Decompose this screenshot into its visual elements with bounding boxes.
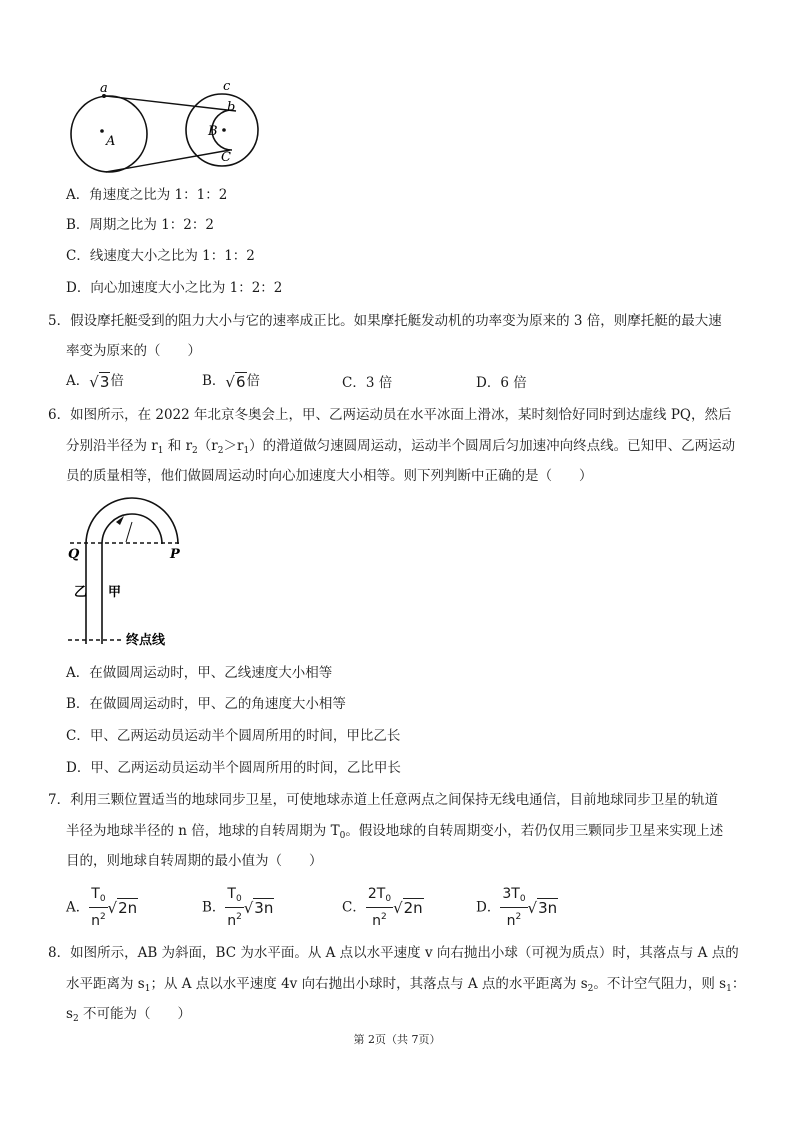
- q5-option-d: D．6 倍: [476, 375, 527, 391]
- outer-track: [86, 498, 178, 644]
- q7-option-c: C． $\frac{2T_0}{n^2}$ √2n: [342, 886, 423, 929]
- q4-option-b: B．周期之比为 1：2：2: [66, 217, 214, 233]
- q6-option-c: C．甲、乙两运动员运动半个圆周所用的时间，甲比乙长: [66, 728, 401, 744]
- q8-stem-line1: 8．如图所示，AB 为斜面，BC 为水平面。从 A 点以水平速度 v 向右抛出小球（可视为质点）时，其落点与 A 点的: [48, 945, 739, 961]
- page-footer: 第 2页（共 7页）: [353, 1033, 441, 1046]
- label-b: b: [227, 100, 236, 115]
- q5-stem-line1: 5．假设摩托艇受到的阻力大小与它的速率成正比。如果摩托艇发动机的功率变为原来的 3 倍，则摩托艇的最大速: [48, 313, 722, 329]
- label-B: B: [208, 124, 218, 139]
- label-q: Q: [68, 547, 80, 562]
- skating-track-figure: [64, 494, 194, 650]
- q7-stem-line2: 半径为地球半径的 n 倍，地球的自转周期为 $T_0$。假设地球的自转周期变小，若仍仅用三颗同步卫星来实现上述: [66, 823, 724, 841]
- q4-option-a: A．角速度之比为 1：1：2: [66, 187, 228, 203]
- q5-option-b: B．√6倍: [202, 372, 261, 391]
- q5-option-a: A．√3倍: [66, 372, 124, 391]
- q8-stem-line2: 水平距离为 $s_1$；从 A 点以水平速度 4v 向右抛出小球时，其落点与 A 点的水平距离为 $s_2$。不计空气阻力，则 $s_1$：: [66, 976, 746, 994]
- q8-stem-line3: $s_2$ 不可能为（ ）: [66, 1006, 191, 1024]
- q4-option-d: D．向心加速度大小之比为 1：2：2: [66, 280, 283, 296]
- q6-option-d: D．甲、乙两运动员运动半个圆周所用的时间，乙比甲长: [66, 760, 401, 776]
- q6-stem-line3: 员的质量相等，他们做圆周运动时向心加速度大小相等。则下列判断中正确的是（ ）: [66, 468, 593, 484]
- q6-stem-line1: 6．如图所示，在 2022 年北京冬奥会上，甲、乙两运动员在水平冰面上滑冰，某时刻恰好同时到达虚线 PQ，然后: [48, 407, 732, 423]
- label-finish: 终点线: [126, 633, 166, 648]
- belt-top: [106, 96, 236, 111]
- q6-option-b: B．在做圆周运动时，甲、乙的角速度大小相等: [66, 696, 346, 712]
- pulley-belt-figure: [60, 78, 270, 178]
- belt-bottom: [106, 150, 230, 172]
- q6-stem-line2: 分别沿半径为 $r_1$ 和 $r_2(r_2>r_1)$的滑道做匀速圆周运动，运动半个圆周后匀加速冲向终点线。已知甲、乙两运动: [66, 438, 736, 456]
- q4-option-c: C．线速度大小之比为 1：1：2: [66, 248, 255, 264]
- label-p: P: [170, 547, 180, 562]
- label-C: C: [221, 150, 231, 165]
- inner-track: [102, 514, 162, 644]
- q5-option-c: C．3 倍: [342, 375, 393, 391]
- label-a: a: [100, 81, 108, 96]
- q6-option-a: A．在做圆周运动时，甲、乙线速度大小相等: [66, 665, 333, 681]
- label-jia: 甲: [108, 585, 122, 600]
- q7-stem-line3: 目的，则地球自转周期的最小值为（ ）: [66, 853, 323, 869]
- label-A: A: [106, 134, 116, 149]
- q7-option-d: D． $\frac{3T_0}{n^2}$ √3n: [476, 886, 558, 929]
- label-c-top: c: [223, 79, 231, 94]
- q7-option-b: B． $\frac{T_0}{n^2}$ √3n: [202, 886, 274, 929]
- label-yi: 乙: [74, 585, 88, 600]
- q7-stem-line1: 7．利用三颗位置适当的地球同步卫星，可使地球赤道上任意两点之间保持无线电通信，目前地球同步卫星的轨道: [48, 792, 719, 808]
- q7-option-a: A． $\frac{T_0}{n^2}$ √2n: [66, 886, 138, 929]
- q5-stem-line2: 率变为原来的（ ）: [66, 343, 201, 359]
